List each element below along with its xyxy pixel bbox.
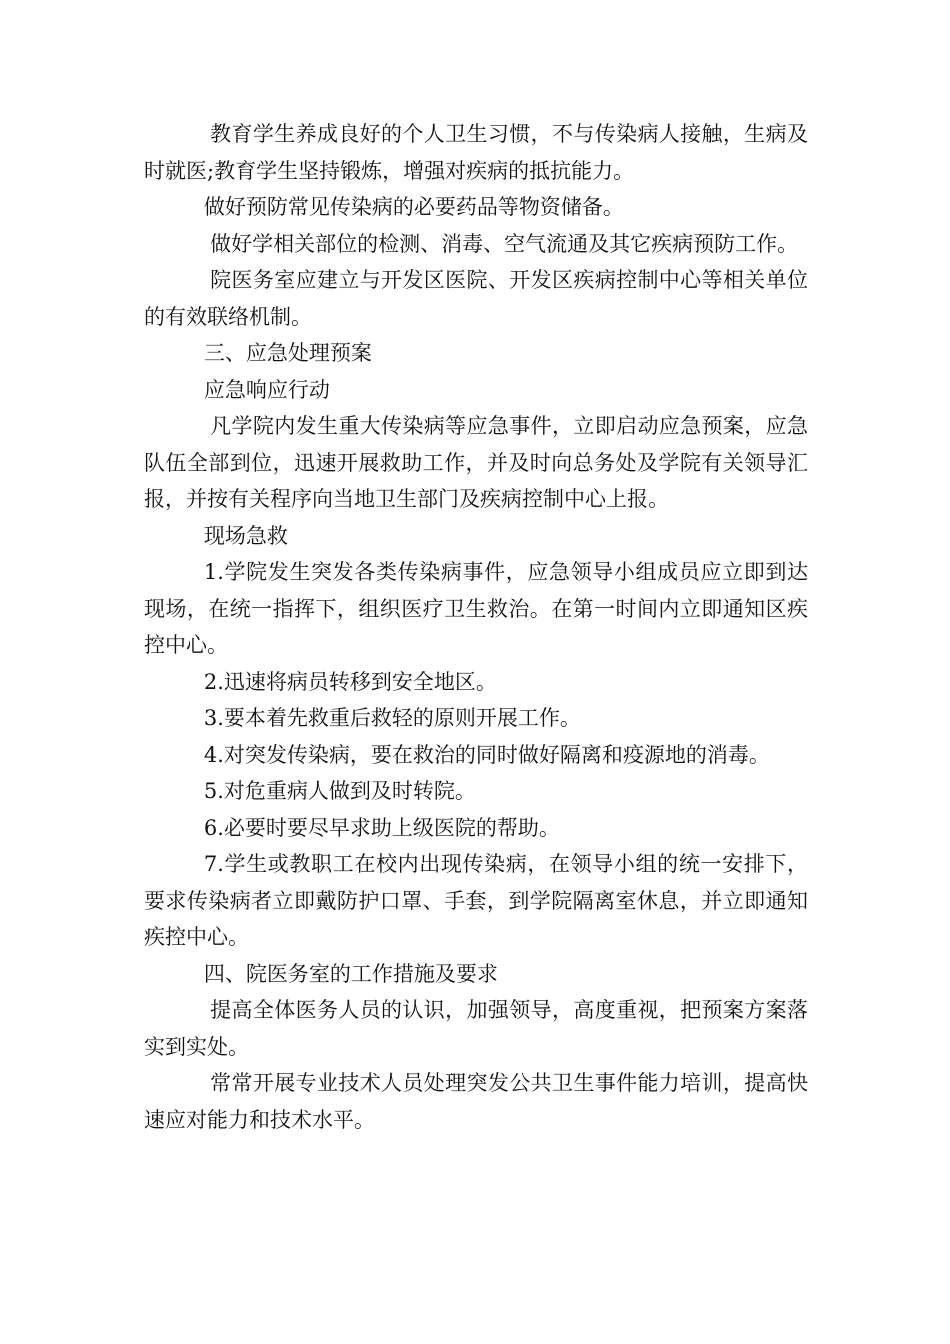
document-body — [144, 116, 808, 1138]
list-item-rescue-2: 2.迅速将病员转移到安全地区。 — [203, 669, 497, 694]
list-item-rescue-3: 3.要本着先救重后救轻的原则开展工作。 — [203, 706, 581, 730]
list-item-rescue-4: 4.对突发传染病，要在救治的同时做好隔离和疫源地的消毒。 — [203, 742, 770, 767]
list-item-rescue-6: 6.必要时要尽早求助上级医院的帮助。 — [203, 815, 560, 840]
paragraph-training: 常常开展专业技术人员处理突发公共卫生事件能力培训，提高快速应对能力和技术水平。 — [144, 1071, 808, 1132]
paragraph-medicine-reserve: 做好预防常见传染病的必要药品等物资储备。 — [203, 195, 624, 219]
section-heading-emergency-plan: 三、应急处理预案 — [203, 341, 372, 365]
paragraph-raise-awareness: 提高全体医务人员的认识，加强领导，高度重视，把预案方案落实到实处。 — [144, 998, 808, 1059]
paragraph-liaison-mechanism: 院医务室应建立与开发区医院、开发区疾病控制中心等相关单位的有效联络机制。 — [144, 268, 808, 329]
section-heading-work-measures: 四、院医务室的工作措施及要求 — [203, 961, 498, 986]
list-item-rescue-1: 1.学院发生突发各类传染病事件，应急领导小组成员应立即到达现场，在统一指挥下，组织医疗卫生救治。在第一时间内立即通知区疾控中心。 — [144, 560, 808, 657]
list-item-rescue-7: 7.学生或教职工在校内出现传染病，在领导小组的统一安排下，要求传染病者立即戴防护口罩、手套，到学院隔离室休息，并立即通知疾控中心。 — [144, 852, 808, 949]
paragraph-disinfection: 做好学相关部位的检测、消毒、空气流通及其它疾病预防工作。 — [210, 231, 799, 256]
list-item-rescue-5: 5.对危重病人做到及时转院。 — [203, 779, 476, 803]
paragraph-hygiene-education: 教育学生养成良好的个人卫生习惯，不与传染病人接触，生病及时就医;教育学生坚持锻炼，增强对疾病的抵抗能力。 — [144, 122, 808, 183]
subheading-onsite-rescue: 现场急救 — [203, 523, 288, 548]
subheading-emergency-response: 应急响应行动 — [203, 377, 330, 402]
paragraph-emergency-response: 凡学院内发生重大传染病等应急事件，立即启动应急预案，应急队伍全部到位，迅速开展救助工作，并及时向总务处及学院有关领导汇报，并按有关程序向当地卫生部门及疾病控制中心上报。 — [144, 414, 808, 511]
